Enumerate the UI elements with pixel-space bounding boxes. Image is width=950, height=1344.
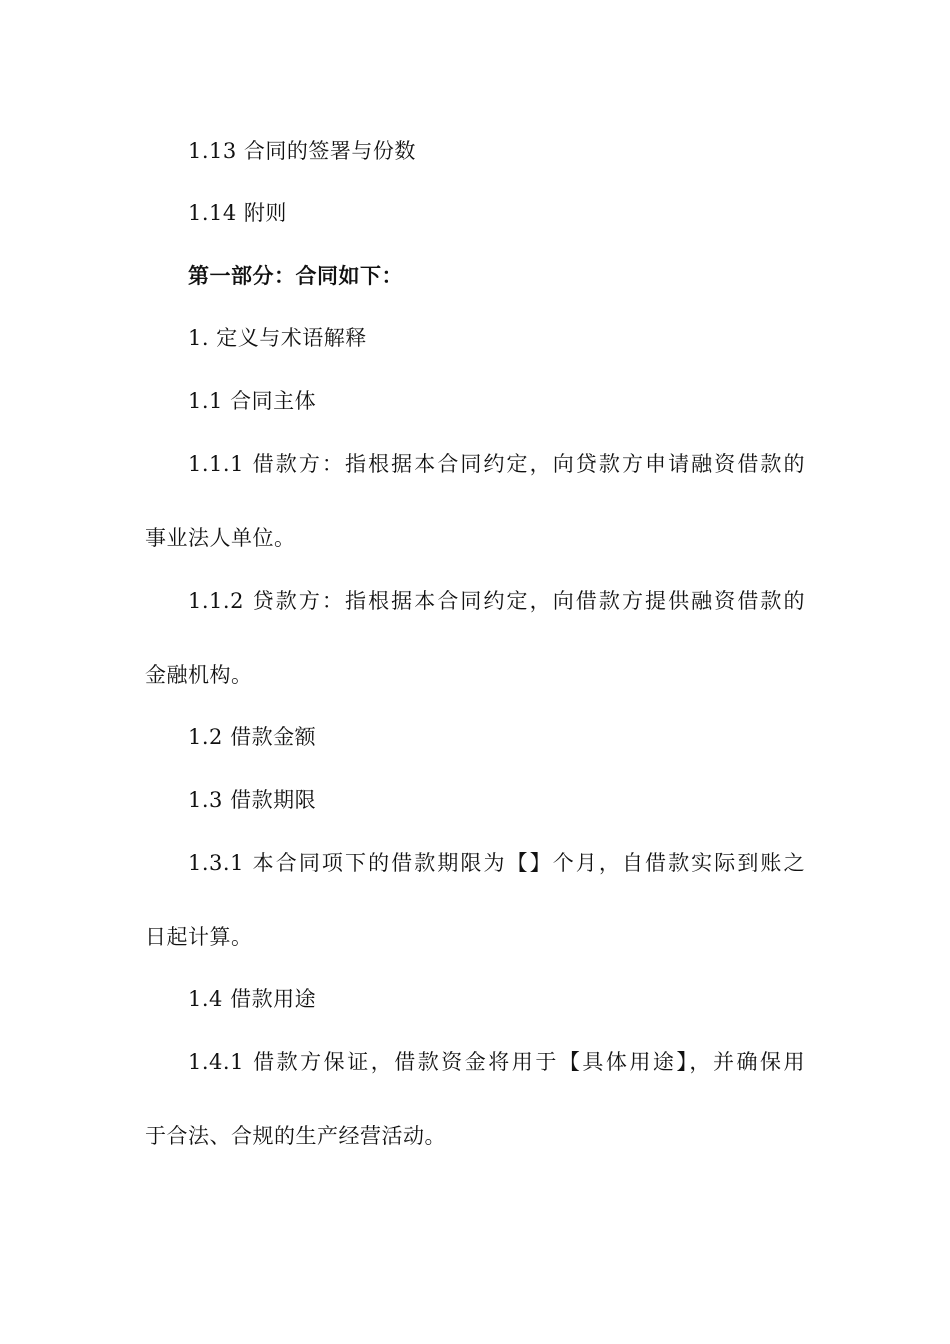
clause-heading-1-4: 1.4 借款用途 [188,987,317,1011]
clause-1-1-2-line-2: 金融机构。 [145,663,253,687]
clause-heading-1-2: 1.2 借款金额 [188,725,317,749]
section-heading-part-one: 第一部分：合同如下： [188,264,403,288]
clause-1-4-1-line-2: 于合法、合规的生产经营活动。 [145,1124,446,1148]
clause-1-4-1-line-1: 1.4.1 借款方保证，借款资金将用于【具体用途】，并确保用 [188,1050,805,1074]
clause-heading-1-3: 1.3 借款期限 [188,788,317,812]
toc-entry-1-14: 1.14 附则 [188,201,287,225]
clause-1-1-2-line-1: 1.1.2 贷款方：指根据本合同约定，向借款方提供融资借款的 [188,589,805,613]
clause-1-1-1-line-1: 1.1.1 借款方：指根据本合同约定，向贷款方申请融资借款的 [188,452,805,476]
clause-heading-1: 1. 定义与术语解释 [188,326,367,350]
clause-1-3-1-line-2: 日起计算。 [145,925,253,949]
clause-1-1-1-line-2: 事业法人单位。 [145,526,296,550]
toc-entry-1-13: 1.13 合同的签署与份数 [188,139,416,163]
clause-heading-1-1: 1.1 合同主体 [188,389,317,413]
clause-1-3-1-line-1: 1.3.1 本合同项下的借款期限为【】个月，自借款实际到账之 [188,851,805,875]
